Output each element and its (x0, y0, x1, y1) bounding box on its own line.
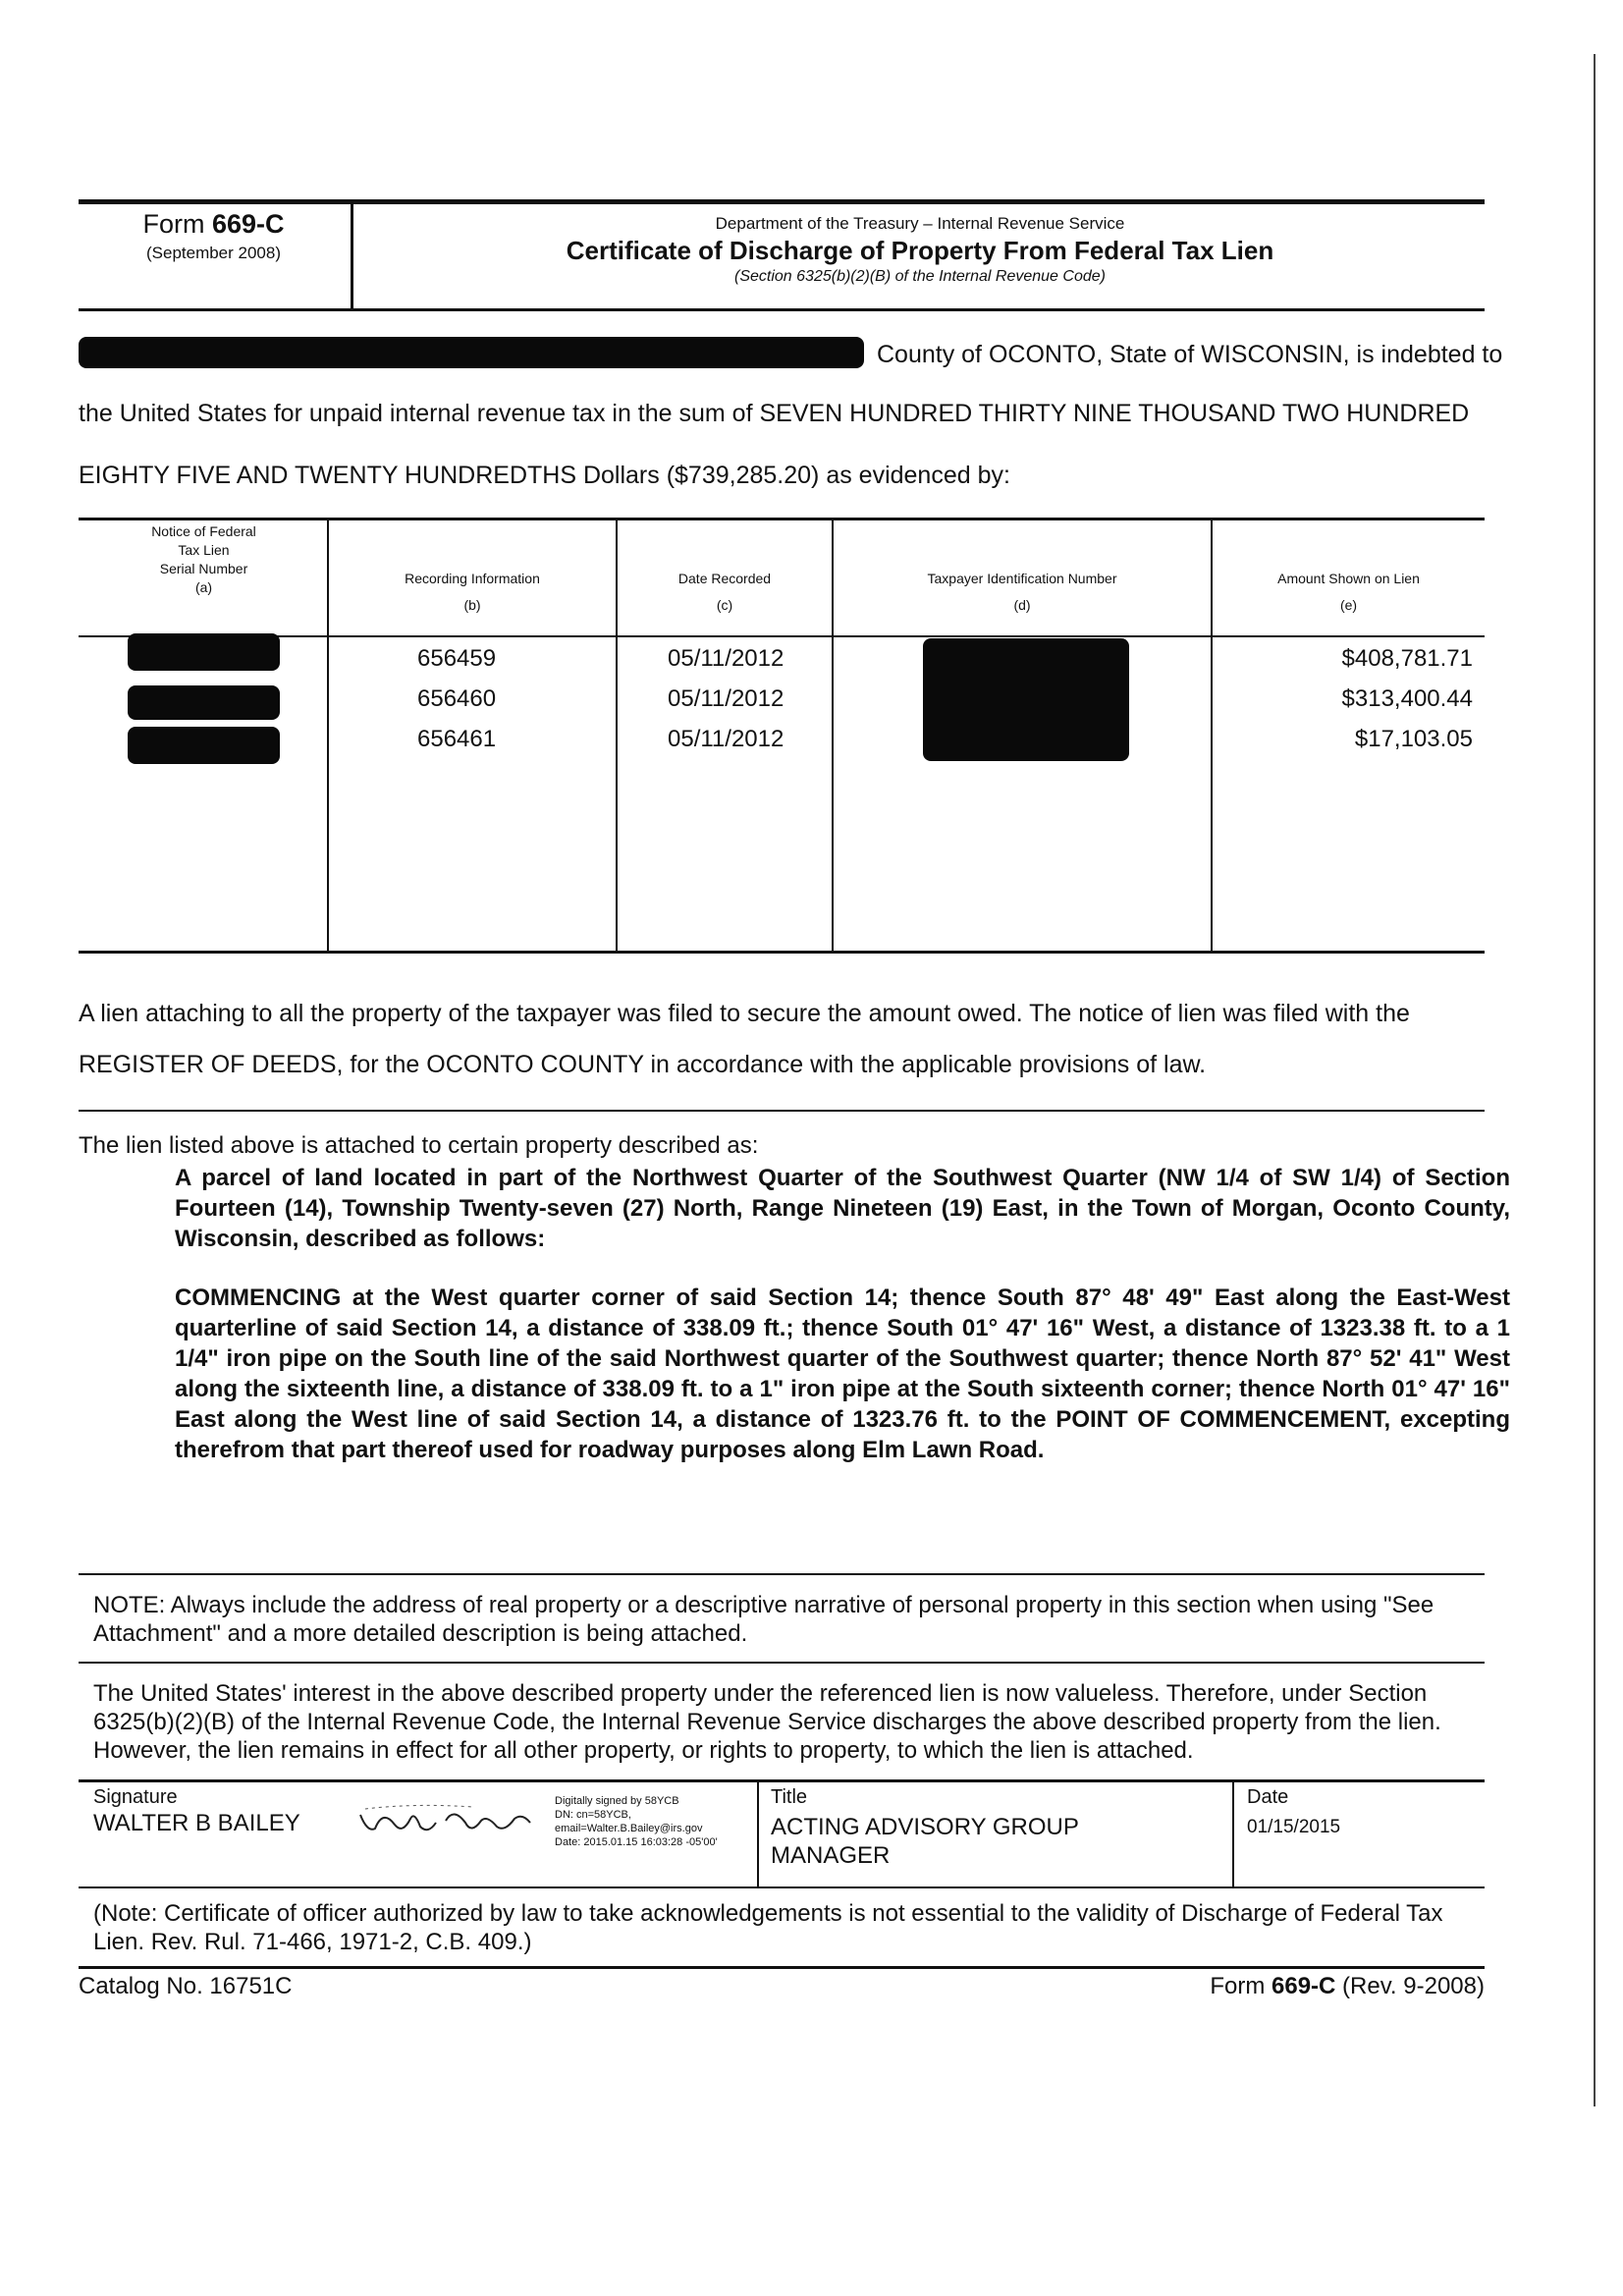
col-c-line-2: (c) (716, 597, 733, 613)
date-label: Date (1247, 1786, 1289, 1808)
stamp-line-3: email=Walter.B.Bailey@irs.gov (555, 1823, 703, 1834)
property-description: A parcel of land located in part of the Northwest Quarter of the Southwest Quarter (NW 1/4 of SW 1/4) of Section Fourteen (14), Township Twenty-seven (27) North, Range Nineteen (19) East, in the Town of Morgan, Oconto County, Wisconsin, described as follows: (175, 1165, 1510, 1252)
footer-form-number: 669-C (1271, 1973, 1336, 1999)
amount-cell: $17,103.05 (1354, 726, 1473, 752)
footer-form-id (1210, 1973, 1485, 2000)
form-subtitle: (Section 6325(b)(2)(B) of the Internal Revenue Code) (734, 268, 1106, 285)
col-header-tin (834, 570, 1211, 615)
col-e-line-1: Amount Shown on Lien (1277, 571, 1420, 586)
col-header-amount (1213, 570, 1485, 615)
date-cell: 05/11/2012 (668, 645, 784, 672)
date-cell: 05/11/2012 (668, 726, 784, 752)
lien-filed-paragraph (79, 988, 1502, 1090)
amount-cell: $313,400.44 (1341, 685, 1473, 712)
signature-top-rule (79, 1779, 1485, 1782)
footer-form-rev: (Rev. 9-2008) (1335, 1973, 1485, 1999)
signature-date: 01/15/2015 (1247, 1817, 1341, 1837)
intro-line-1: County of OCONTO, State of WISCONSIN, is indebted to (877, 341, 1503, 368)
recording-cell: 656461 (417, 726, 497, 752)
amount-cell: $408,781.71 (1341, 645, 1473, 672)
form-number-value: 669-C (211, 209, 285, 239)
col-d-line-2: (d) (1013, 597, 1031, 613)
department: Department of the Treasury – Internal Revenue Service (715, 214, 1125, 233)
col-c-line-1: Date Recorded (677, 571, 772, 586)
footer-rule (79, 1966, 1485, 1969)
header-top-rule (79, 199, 1485, 204)
intro-line-3: EIGHTY FIVE AND TWENTY HUNDREDTHS Dollars ($739,285.20) as evidenced by: (79, 462, 1010, 489)
recording-cell: 656459 (417, 645, 497, 672)
signer-name: WALTER B BAILEY (93, 1810, 300, 1836)
signature-label: Signature (93, 1786, 178, 1808)
lien-filed-line-2: REGISTER OF DEEDS, for the OCONTO COUNTY in accordance with the applicable provisions of law. (79, 1051, 1207, 1078)
stamp-line-4: Date: 2015.01.15 16:03:28 -05'00' (555, 1836, 718, 1848)
form-prefix: Form (142, 209, 212, 239)
col-d-line-1: Taxpayer Identification Number (927, 571, 1117, 586)
redacted-taxpayer-name (79, 337, 864, 368)
form-date: (September 2008) (145, 244, 282, 262)
col-a-line-4: (a) (194, 579, 213, 595)
col-e-line-2: (e) (1339, 597, 1358, 613)
col-b-line-1: Recording Information (405, 571, 540, 586)
catalog-number: Catalog No. 16751C (79, 1973, 293, 1999)
stamp-line-2: DN: cn=58YCB, (555, 1809, 631, 1821)
signature-divider-2 (1232, 1779, 1234, 1887)
col-header-serial (108, 522, 299, 597)
lien-filed-line-1: A lien attaching to all the property of the taxpayer was filed to secure the amount owed. The notice of lien was filed with the (79, 1000, 1410, 1027)
redacted-serial-1 (128, 633, 280, 671)
header-bottom-rule (79, 308, 1485, 311)
date-cell: 05/11/2012 (668, 685, 784, 712)
section-rule-1 (79, 1110, 1485, 1112)
table-header-rule (79, 635, 1485, 637)
col-a-line-2: Tax Lien (178, 542, 230, 558)
redacted-tin (923, 638, 1129, 761)
intro-line-2: the United States for unpaid internal revenue tax in the sum of SEVEN HUNDRED THIRTY NINE THOUSAND TWO HUNDRED (79, 400, 1470, 427)
redacted-serial-3 (128, 727, 280, 764)
title-label: Title (771, 1786, 808, 1808)
form-title-block (355, 214, 1485, 286)
form-id-block (79, 209, 349, 263)
property-intro: The lien listed above is attached to certain property described as: (79, 1132, 759, 1159)
handwritten-signature (355, 1797, 537, 1844)
recording-cell: 656460 (417, 685, 497, 712)
col-header-date (618, 570, 832, 615)
header-divider (351, 199, 353, 309)
footer-form-prefix: Form (1210, 1973, 1271, 1999)
table-bottom-rule (79, 951, 1485, 954)
stamp-line-1: Digitally signed by 58YCB (555, 1795, 679, 1807)
signature-divider-1 (757, 1779, 759, 1887)
col-b-line-2: (b) (463, 597, 481, 613)
section-rule-3 (79, 1662, 1485, 1664)
digital-signature-stamp (555, 1794, 756, 1849)
form-number (79, 209, 349, 240)
col-header-recording (329, 570, 616, 615)
section-rule-2 (79, 1573, 1485, 1575)
scan-edge-line (1594, 54, 1596, 2106)
form-title: Certificate of Discharge of Property From Federal Tax Lien (566, 236, 1274, 265)
officer-note: (Note: Certificate of officer authorized by law to take acknowledgements is not essential to the validity of Discharge of Federal Tax Lien. Rev. Rul. 71-466, 1971-2, C.B. 409.) (93, 1900, 1443, 1955)
col-a-line-3: Serial Number (159, 561, 248, 576)
signature-bottom-rule (79, 1886, 1485, 1888)
property-legal-description: COMMENCING at the West quarter corner of said Section 14; thence South 87° 48' 49" East along the East-West quarterline of said Section 14, a distance of 338.09 ft.; thence South 01° 47' 16" West, a distance of 1323.38 ft. to a 1 1/4" iron pipe on the South line of the said Northwest quarter of the Southwest quarter; thence North 87° 52' 41" West along the sixteenth line, a distance of 338.09 ft. to a 1" iron pipe at the South sixteenth corner; thence North 01° 47' 16" East along the West line of said Section 14, a distance of 1323.76 ft. to the POINT OF COMMENCEMENT, excepting therefrom that part thereof used for roadway purposes along Elm Lawn Road. (175, 1285, 1510, 1463)
discharge-text: The United States' interest in the above described property under the referenced lien is now valueless. Therefore, under Section 6325(b)(2)(B) of the Internal Revenue Code, the Internal Revenue Service discharges the above described property from the lien. However, the lien remains in effect for all other property, or rights to property, to which the lien is attached. (93, 1680, 1441, 1764)
note-text: NOTE: Always include the address of real property or a descriptive narrative of personal property in this section when using "See Attachment" and a more detailed description is being attached. (93, 1592, 1434, 1647)
redacted-serial-2 (128, 685, 280, 720)
table-top-rule (79, 518, 1485, 520)
col-a-line-1: Notice of Federal (151, 523, 256, 539)
signer-title: ACTING ADVISORY GROUP MANAGER (771, 1814, 1079, 1869)
